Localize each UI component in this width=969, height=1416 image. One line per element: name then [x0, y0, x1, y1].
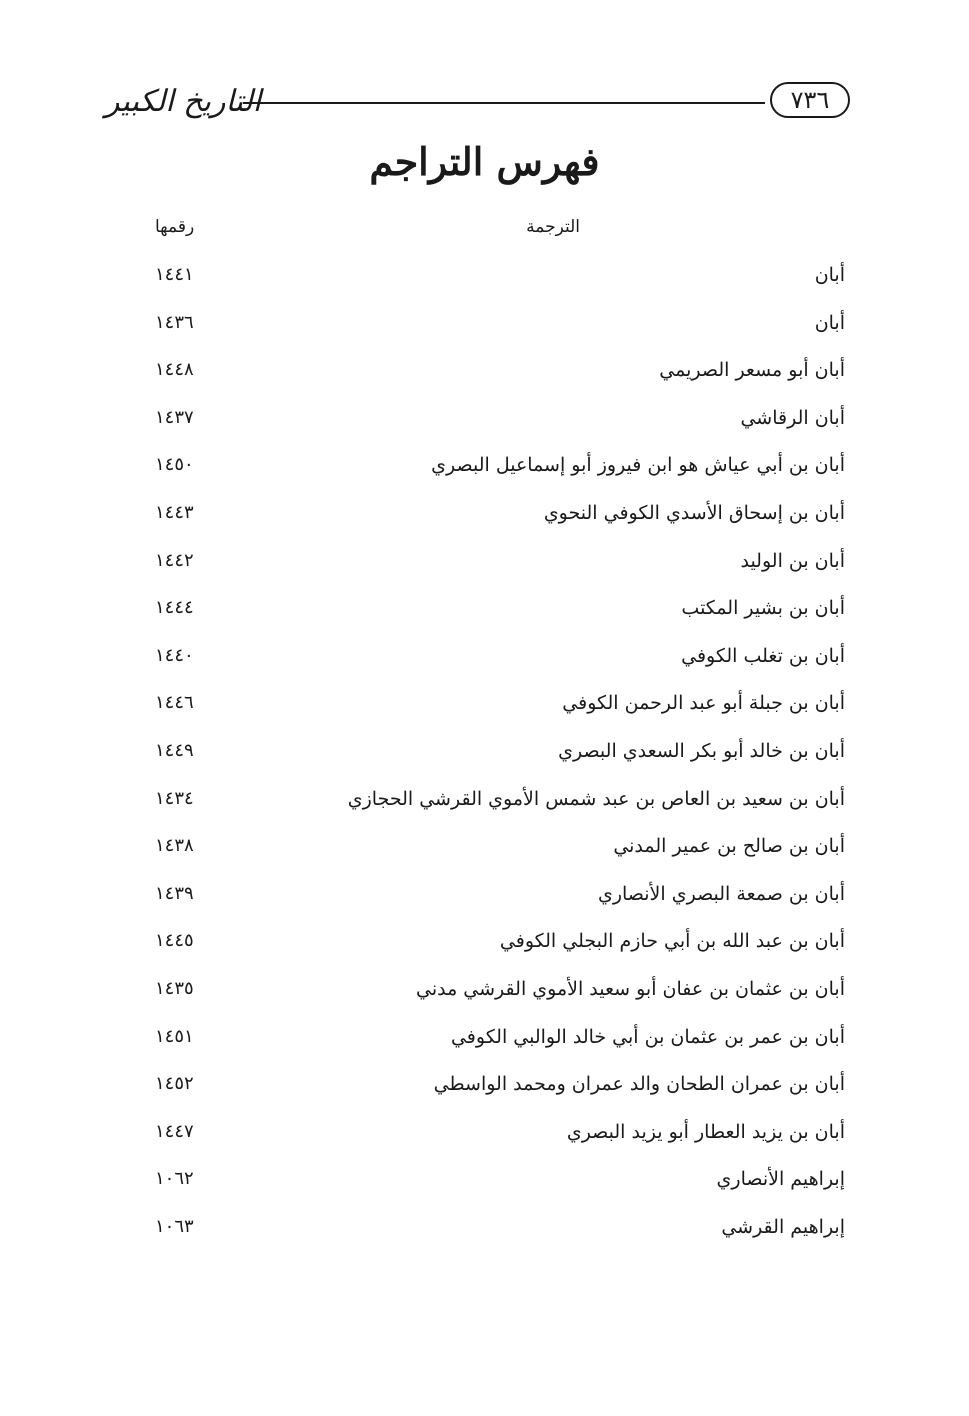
list-item	[120, 641, 845, 689]
entry-number: ١٤٤٤	[155, 597, 194, 619]
entry-name: أبان	[814, 264, 845, 286]
entry-number: ١٤٤٨	[155, 359, 194, 381]
entry-name: أبان بن خالد أبو بكر السعدي البصري	[558, 739, 845, 762]
entry-name: إبراهيم القرشي	[721, 1215, 845, 1238]
list-item	[120, 260, 845, 308]
entry-number: ١٤٣٩	[155, 882, 194, 904]
entry-number: ١٤٤٣	[155, 501, 194, 523]
list-item	[120, 450, 845, 498]
list-item	[120, 1164, 845, 1212]
list-item	[120, 546, 845, 594]
list-item	[120, 308, 845, 356]
entry-number: ١٤٤١	[155, 264, 194, 285]
entry-number: ١٤٥٠	[155, 454, 194, 476]
entry-name: أبان بن تغلب الكوفي	[681, 644, 845, 667]
entry-name: أبان بن صمعة البصري الأنصاري	[597, 882, 845, 905]
list-item	[120, 974, 845, 1022]
entry-number: ١٤٤٩	[155, 739, 194, 761]
entry-number: ١٠٦٢	[155, 1168, 194, 1190]
number-column-header: رقمها	[155, 217, 195, 237]
list-item	[120, 1022, 845, 1070]
entry-number: ١٤٤٥	[155, 930, 194, 952]
page-header	[105, 78, 850, 128]
entry-name: أبان بن الوليد	[740, 549, 845, 572]
entry-number: ١٤٣٥	[155, 977, 194, 999]
entry-number: ١٤٥١	[155, 1025, 194, 1047]
list-item	[120, 355, 845, 403]
list-item	[120, 879, 845, 927]
entry-name: أبان بن عمران الطحان والد عمران ومحمد الواسطي	[433, 1073, 845, 1096]
list-item	[120, 688, 845, 736]
list-item	[120, 1117, 845, 1165]
entry-number: ١٠٦٣	[155, 1215, 194, 1237]
column-headers	[120, 213, 845, 243]
list-item	[120, 403, 845, 451]
list-item	[120, 926, 845, 974]
entry-number: ١٤٥٢	[155, 1073, 194, 1095]
entry-number: ١٤٣٨	[155, 835, 194, 857]
page-number: ٧٣٦	[770, 82, 850, 118]
entry-name: أبان بن سعيد بن العاص بن عبد شمس الأموي القرشي الحجازي	[347, 787, 845, 810]
list-item	[120, 498, 845, 546]
entry-number: ١٤٣٦	[155, 311, 194, 333]
entry-name: أبان الرقاشي	[740, 406, 845, 429]
list-item	[120, 784, 845, 832]
book-title: التاريخ الكبير	[105, 84, 262, 119]
list-item	[120, 831, 845, 879]
entry-name: أبان أبو مسعر الصريمي	[659, 359, 845, 382]
entry-name: أبان بن يزيد العطار أبو يزيد البصري	[566, 1120, 845, 1143]
header-rule	[243, 102, 765, 104]
entry-list	[120, 260, 845, 1259]
entry-number: ١٤٣٧	[155, 406, 194, 428]
index-title: فهرس التراجم	[369, 139, 600, 184]
entry-name: أبان بن عثمان بن عفان أبو سعيد الأموي القرشي مدني	[415, 977, 845, 1000]
list-item	[120, 1069, 845, 1117]
entry-name: أبان بن جبلة أبو عبد الرحمن الكوفي	[562, 692, 845, 715]
entry-name: إبراهيم الأنصاري	[716, 1168, 845, 1191]
entry-name: أبان	[814, 311, 845, 334]
entry-name: أبان بن أبي عياش هو ابن فيروز أبو إسماعيل البصري	[431, 454, 845, 477]
entry-name: أبان بن بشير المكتب	[681, 597, 845, 620]
list-item	[120, 593, 845, 641]
entry-number: ١٤٤٠	[155, 644, 194, 666]
entry-number: ١٤٤٦	[155, 692, 194, 714]
entry-number: ١٤٤٢	[155, 549, 194, 571]
entry-name: أبان بن إسحاق الأسدي الكوفي النحوي	[543, 501, 845, 524]
list-item	[120, 736, 845, 784]
entry-name: أبان بن عبد الله بن أبي حازم البجلي الكوفي	[499, 930, 845, 953]
entry-name: أبان بن صالح بن عمير المدني	[613, 835, 845, 858]
entry-column-header: الترجمة	[526, 217, 580, 237]
list-item	[120, 1212, 845, 1260]
entry-number: ١٤٤٧	[155, 1120, 194, 1142]
entry-number: ١٤٣٤	[155, 787, 194, 809]
entry-name: أبان بن عمر بن عثمان بن أبي خالد الوالبي الكوفي	[450, 1025, 845, 1048]
